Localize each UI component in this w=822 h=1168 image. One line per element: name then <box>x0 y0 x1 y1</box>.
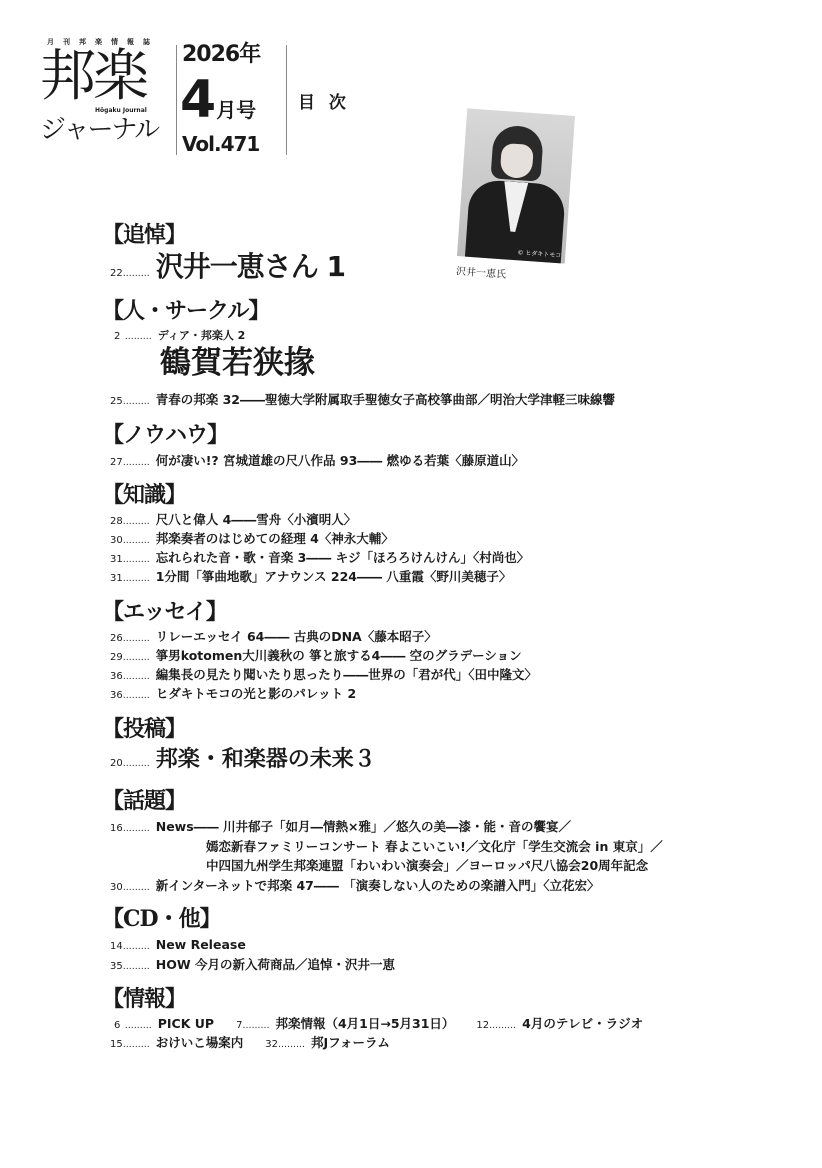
divider <box>176 45 177 155</box>
entry-title: News―― 川井郁子「如月―情熱×雅」／悠久の美―漆・能・音の饗宴／ <box>155 819 571 834</box>
entry-title: 箏男kotomen大川義秋の 箏と旅する4―― 空のグラデーション <box>155 648 522 663</box>
entry-title: 青春の邦楽 32――聖徳大学附属取手聖徳女子高校箏曲部／明治大学津軽三味線響 <box>155 392 615 407</box>
section-heading-tsuito: 【追悼】 <box>102 222 187 248</box>
entry-title: おけいこ場案内 <box>155 1035 244 1050</box>
toc-entry-continued: 嫣恋新春ファミリーコンサート 春よこいこい!／文化庁「学生交流会 in 東京」／ <box>206 839 663 854</box>
leader-dots: ……… <box>124 332 152 342</box>
page-number: 14 <box>110 941 123 952</box>
entry-title: PICK UP <box>157 1016 215 1031</box>
page-number: 31 <box>110 554 123 565</box>
toc-entry[interactable] <box>110 746 376 774</box>
toc-entry[interactable] <box>110 531 394 549</box>
leader-dots: ……… <box>122 962 150 972</box>
leader-dots: ……… <box>122 574 150 584</box>
photo-caption: 沢井一恵氏 <box>455 266 507 281</box>
toc-entry[interactable] <box>265 1035 390 1053</box>
logo-sub: ジャーナル <box>40 115 159 145</box>
entry-title: HOW 今月の新入荷商品／追悼・沢井一恵 <box>155 957 395 972</box>
toc-entry[interactable] <box>110 1035 243 1053</box>
toc-entry[interactable] <box>110 250 345 284</box>
leader-dots: ……… <box>242 1021 270 1031</box>
toc-entry[interactable] <box>110 686 356 704</box>
issue-month <box>180 72 256 138</box>
page-number: 15 <box>110 1039 123 1050</box>
entry-title: New Release <box>155 937 246 952</box>
page-number: 7 <box>236 1020 243 1031</box>
page-number: 30 <box>110 535 123 546</box>
page-number: 31 <box>110 573 123 584</box>
section-heading-wadai: 【話題】 <box>102 788 187 814</box>
toc-entry[interactable] <box>236 1016 454 1034</box>
month-number: 4 <box>180 70 217 130</box>
page-number: 6 <box>114 1020 121 1031</box>
toc-entry[interactable] <box>110 937 246 955</box>
entry-title: 新インターネットで邦楽 47―― 「演奏しない人のための楽譜入門」〈立花宏〉 <box>155 878 600 893</box>
issue-year: 2026年 <box>182 42 261 67</box>
toc-entry[interactable] <box>114 1016 214 1034</box>
section-heading-chishiki: 【知識】 <box>102 482 187 508</box>
entry-title: 尺八と偉人 4――雪舟〈小濱明人〉 <box>155 512 357 527</box>
leader-dots: ……… <box>122 458 150 468</box>
toc-entry[interactable] <box>110 550 529 568</box>
entry-title: 鶴賀若狭掾 <box>160 345 315 381</box>
section-heading-joho: 【情報】 <box>102 986 187 1012</box>
logo-english: Hōgaku Journal <box>95 107 147 114</box>
page-number: 20 <box>110 758 123 769</box>
leader-dots: ……… <box>122 634 150 644</box>
entry-subtitle: ディア・邦楽人 2 <box>157 329 246 342</box>
page-number: 36 <box>110 690 123 701</box>
page-number: 30 <box>110 882 123 893</box>
toc-entry-group <box>110 1035 390 1053</box>
entry-title: リレーエッセイ 64―― 古典のDNA〈藤本昭子〉 <box>155 629 437 644</box>
toc-entry[interactable] <box>110 819 571 837</box>
logo-main: 邦楽 <box>40 44 146 109</box>
toc-entry-title[interactable] <box>160 345 315 381</box>
entry-title: 邦楽情報（4月1日→5月31日） <box>275 1016 455 1031</box>
leader-dots: ……… <box>122 883 150 893</box>
toc-entry[interactable] <box>110 453 524 471</box>
toc-entry[interactable] <box>110 667 537 685</box>
toc-entry[interactable] <box>110 629 437 647</box>
toc-entry[interactable] <box>110 392 615 410</box>
entry-title: 沢井一恵さん 1 <box>155 250 345 283</box>
toc-entry[interactable] <box>476 1016 643 1034</box>
leader-dots: ……… <box>489 1021 517 1031</box>
section-heading-toko: 【投稿】 <box>102 716 187 742</box>
toc-entry[interactable] <box>110 648 522 666</box>
portrait-photo <box>457 108 575 263</box>
entry-title: 何が凄い!? 宮城道雄の尺八作品 93―― 燃ゆる若葉〈藤原道山〉 <box>155 453 525 468</box>
toc-entry[interactable] <box>110 878 599 896</box>
leader-dots: ……… <box>122 942 150 952</box>
page-number: 35 <box>110 961 123 972</box>
entry-title: 1分間「箏曲地歌」アナウンス 224―― 八重霞〈野川美穂子〉 <box>155 569 512 584</box>
page-number: 32 <box>265 1039 278 1050</box>
toc-entry[interactable] <box>114 327 245 345</box>
issue-volume: Vol.471 <box>182 132 260 156</box>
page-number: 26 <box>110 633 123 644</box>
entry-title: 編集長の見たり聞いたり思ったり――世界の「君が代」〈田中隆文〉 <box>155 667 537 682</box>
leader-dots: ……… <box>122 397 150 407</box>
page-number: 36 <box>110 671 123 682</box>
page-number: 16 <box>110 823 123 834</box>
section-heading-essay: 【エッセイ】 <box>102 599 227 625</box>
leader-dots: ……… <box>122 759 150 769</box>
page-number: 29 <box>110 652 123 663</box>
masthead-tagline: 月刊邦楽情報誌 <box>47 38 159 46</box>
leader-dots: ……… <box>124 1021 152 1031</box>
toc-title: 目 次 <box>298 93 350 113</box>
section-heading-hito: 【人・サークル】 <box>102 298 270 324</box>
entry-title: 4月のテレビ・ラジオ <box>522 1016 644 1031</box>
leader-dots: ……… <box>122 517 150 527</box>
leader-dots: ……… <box>122 555 150 565</box>
page-number: 28 <box>110 516 123 527</box>
leader-dots: ……… <box>122 536 150 546</box>
toc-entry[interactable] <box>110 512 356 530</box>
leader-dots: ……… <box>122 1040 150 1050</box>
page-number: 12 <box>476 1020 490 1031</box>
leader-dots: ……… <box>122 653 150 663</box>
leader-dots: ……… <box>122 269 150 279</box>
toc-entry-group <box>114 1016 643 1034</box>
entry-title: 邦楽・和楽器の未来３ <box>155 747 376 772</box>
page-number: 27 <box>110 457 123 468</box>
leader-dots: ……… <box>122 691 150 701</box>
leader-dots: ……… <box>277 1040 305 1050</box>
entry-title: ヒダキトモコの光と影のパレット 2 <box>155 686 357 701</box>
section-heading-cd: 【CD・他】 <box>102 906 221 932</box>
section-heading-knowhow: 【ノウハウ】 <box>102 422 229 448</box>
entry-title: 忘れられた音・歌・音楽 3―― キジ「ほろろけんけん」〈村尚也〉 <box>155 550 530 565</box>
divider <box>286 45 287 155</box>
toc-entry-continued: 中四国九州学生邦楽連盟「わいわい演奏会」／ヨーロッパ尺八協会20周年記念 <box>206 858 649 873</box>
page-number: 2 <box>114 331 121 342</box>
toc-entry[interactable] <box>110 957 395 975</box>
page-number: 25 <box>110 396 123 407</box>
leader-dots: ……… <box>122 672 150 682</box>
page-number: 22 <box>110 268 123 279</box>
entry-title: 邦楽奏者のはじめての経理 4〈神永大輔〉 <box>155 531 394 546</box>
entry-title: 邦Jフォーラム <box>310 1035 390 1050</box>
leader-dots: ……… <box>122 824 150 834</box>
photo-credit: © ヒダキトモコ <box>517 249 562 260</box>
toc-entry[interactable] <box>110 569 511 587</box>
month-suffix: 月号 <box>216 98 257 122</box>
